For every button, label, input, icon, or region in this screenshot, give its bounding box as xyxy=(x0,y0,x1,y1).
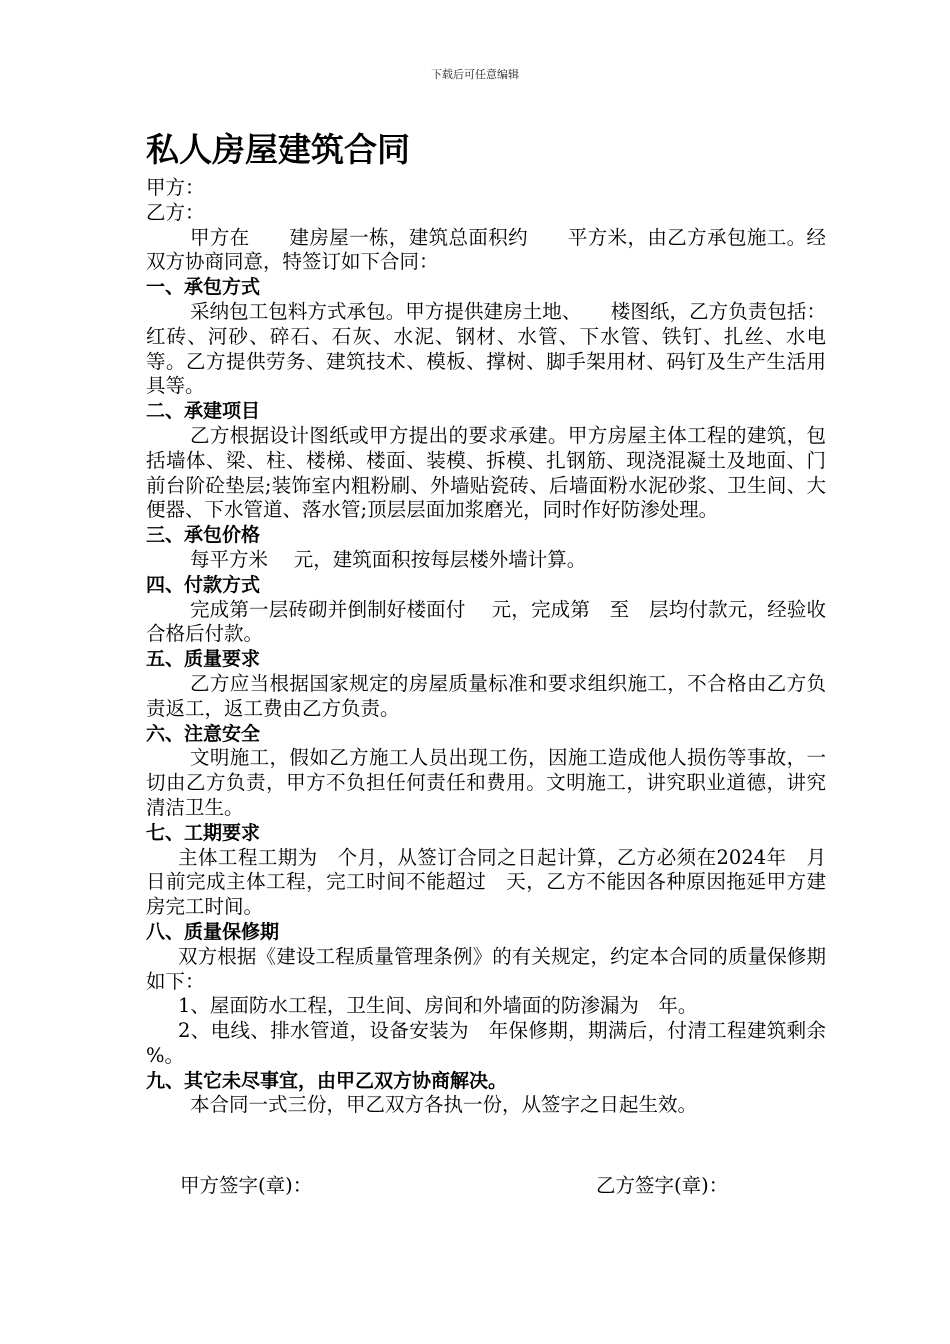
section-3-paragraph: 每平方米 元，建筑面积按每层楼外墙计算。 xyxy=(190,547,587,571)
section-2-heading: 二、承建项目 xyxy=(146,400,261,423)
section-5-heading: 五、质量要求 xyxy=(146,648,261,671)
party-a-line: 甲方： xyxy=(146,176,205,199)
section-1-paragraph: 采纳包工包料方式承包。甲方提供建房土地、 楼图纸，乙方负责包括：红砖、河砂、碎石、石灰、水泥、钢材、水管、下水管、铁钉、扎丝、水电等。乙方提供劳务、建筑技术、模板、撑树、脚手架用材、码钉及生产生活用具等。 xyxy=(146,299,826,398)
section-6-paragraph: 文明施工，假如乙方施工人员出现工伤，因施工造成他人损伤等事故，一切由乙方负责，甲方不负担任何责任和费用。文明施工，讲究职业道德，讲究清洁卫生。 xyxy=(146,746,826,819)
intro-paragraph: 甲方在 建房屋一栋，建筑总面积约 平方米，由乙方承包施工。经双方协商同意，特签订如下合同： xyxy=(146,225,826,274)
section-7-paragraph: 主体工程工期为 个月，从签订合同之日起计算，乙方必须在2024年 月 日前完成主体工程，完工时间不能超过 天，乙方不能因各种原因拖延甲方建房完工时间。 xyxy=(146,845,846,919)
section-8-heading: 八、质量保修期 xyxy=(146,920,280,943)
party-b-line: 乙方： xyxy=(146,200,205,224)
party-b-signature: 乙方签字(章)： xyxy=(596,1174,729,1197)
section-5-paragraph: 乙方应当根据国家规定的房屋质量标准和要求组织施工，不合格由乙方负责返工，返工费由乙方负责。 xyxy=(146,671,826,720)
section-9-paragraph: 本合同一式三份，甲乙双方各执一份，从签字之日起生效。 xyxy=(190,1093,698,1117)
section-9-heading: 九、其它未尽事宜，由甲乙双方协商解决。 xyxy=(146,1069,508,1092)
section-2-paragraph: 乙方根据设计图纸或甲方提出的要求承建。甲方房屋主体工程的建筑，包括墙体、梁、柱、楼梯、楼面、装模、拆模、扎钢筋、现浇混凝土及地面、门前台阶砼垫层;装饰室内粗粉刷、外墙贴瓷砖、后墙面粉水泥砂浆、卫生间、大便器、下水管道、落水管;顶层层面加浆磨光，同时作好防渗处理。 xyxy=(146,423,826,522)
document-body xyxy=(146,128,846,1118)
section-1-heading: 一、承包方式 xyxy=(146,276,261,299)
section-4-heading: 四、付款方式 xyxy=(146,573,261,596)
section-4-paragraph: 完成第一层砖砌并倒制好楼面付 元，完成第 至 层均付款元，经验收合格后付款。 xyxy=(146,597,826,646)
party-a-signature: 甲方签字(章)： xyxy=(180,1174,313,1197)
section-3-heading: 三、承包价格 xyxy=(146,524,261,547)
section-8-paragraph: 双方根据《建设工程质量管理条例》的有关规定，约定本合同的质量保修期如下： xyxy=(146,944,826,993)
section-8-item-2: 2、电线、排水管道，设备安装为 年保修期，期满后，付清工程建筑剩余 %。 xyxy=(146,1019,846,1067)
document-title: 私人房屋建筑合同 xyxy=(146,130,410,169)
section-7-heading: 七、工期要求 xyxy=(146,821,261,844)
section-6-heading: 六、注意安全 xyxy=(146,722,261,745)
header-note: 下载后可任意编辑 xyxy=(431,68,519,81)
section-8-item-1: 1、屋面防水工程，卫生间、房间和外墙面的防渗漏为 年。 xyxy=(178,994,698,1018)
